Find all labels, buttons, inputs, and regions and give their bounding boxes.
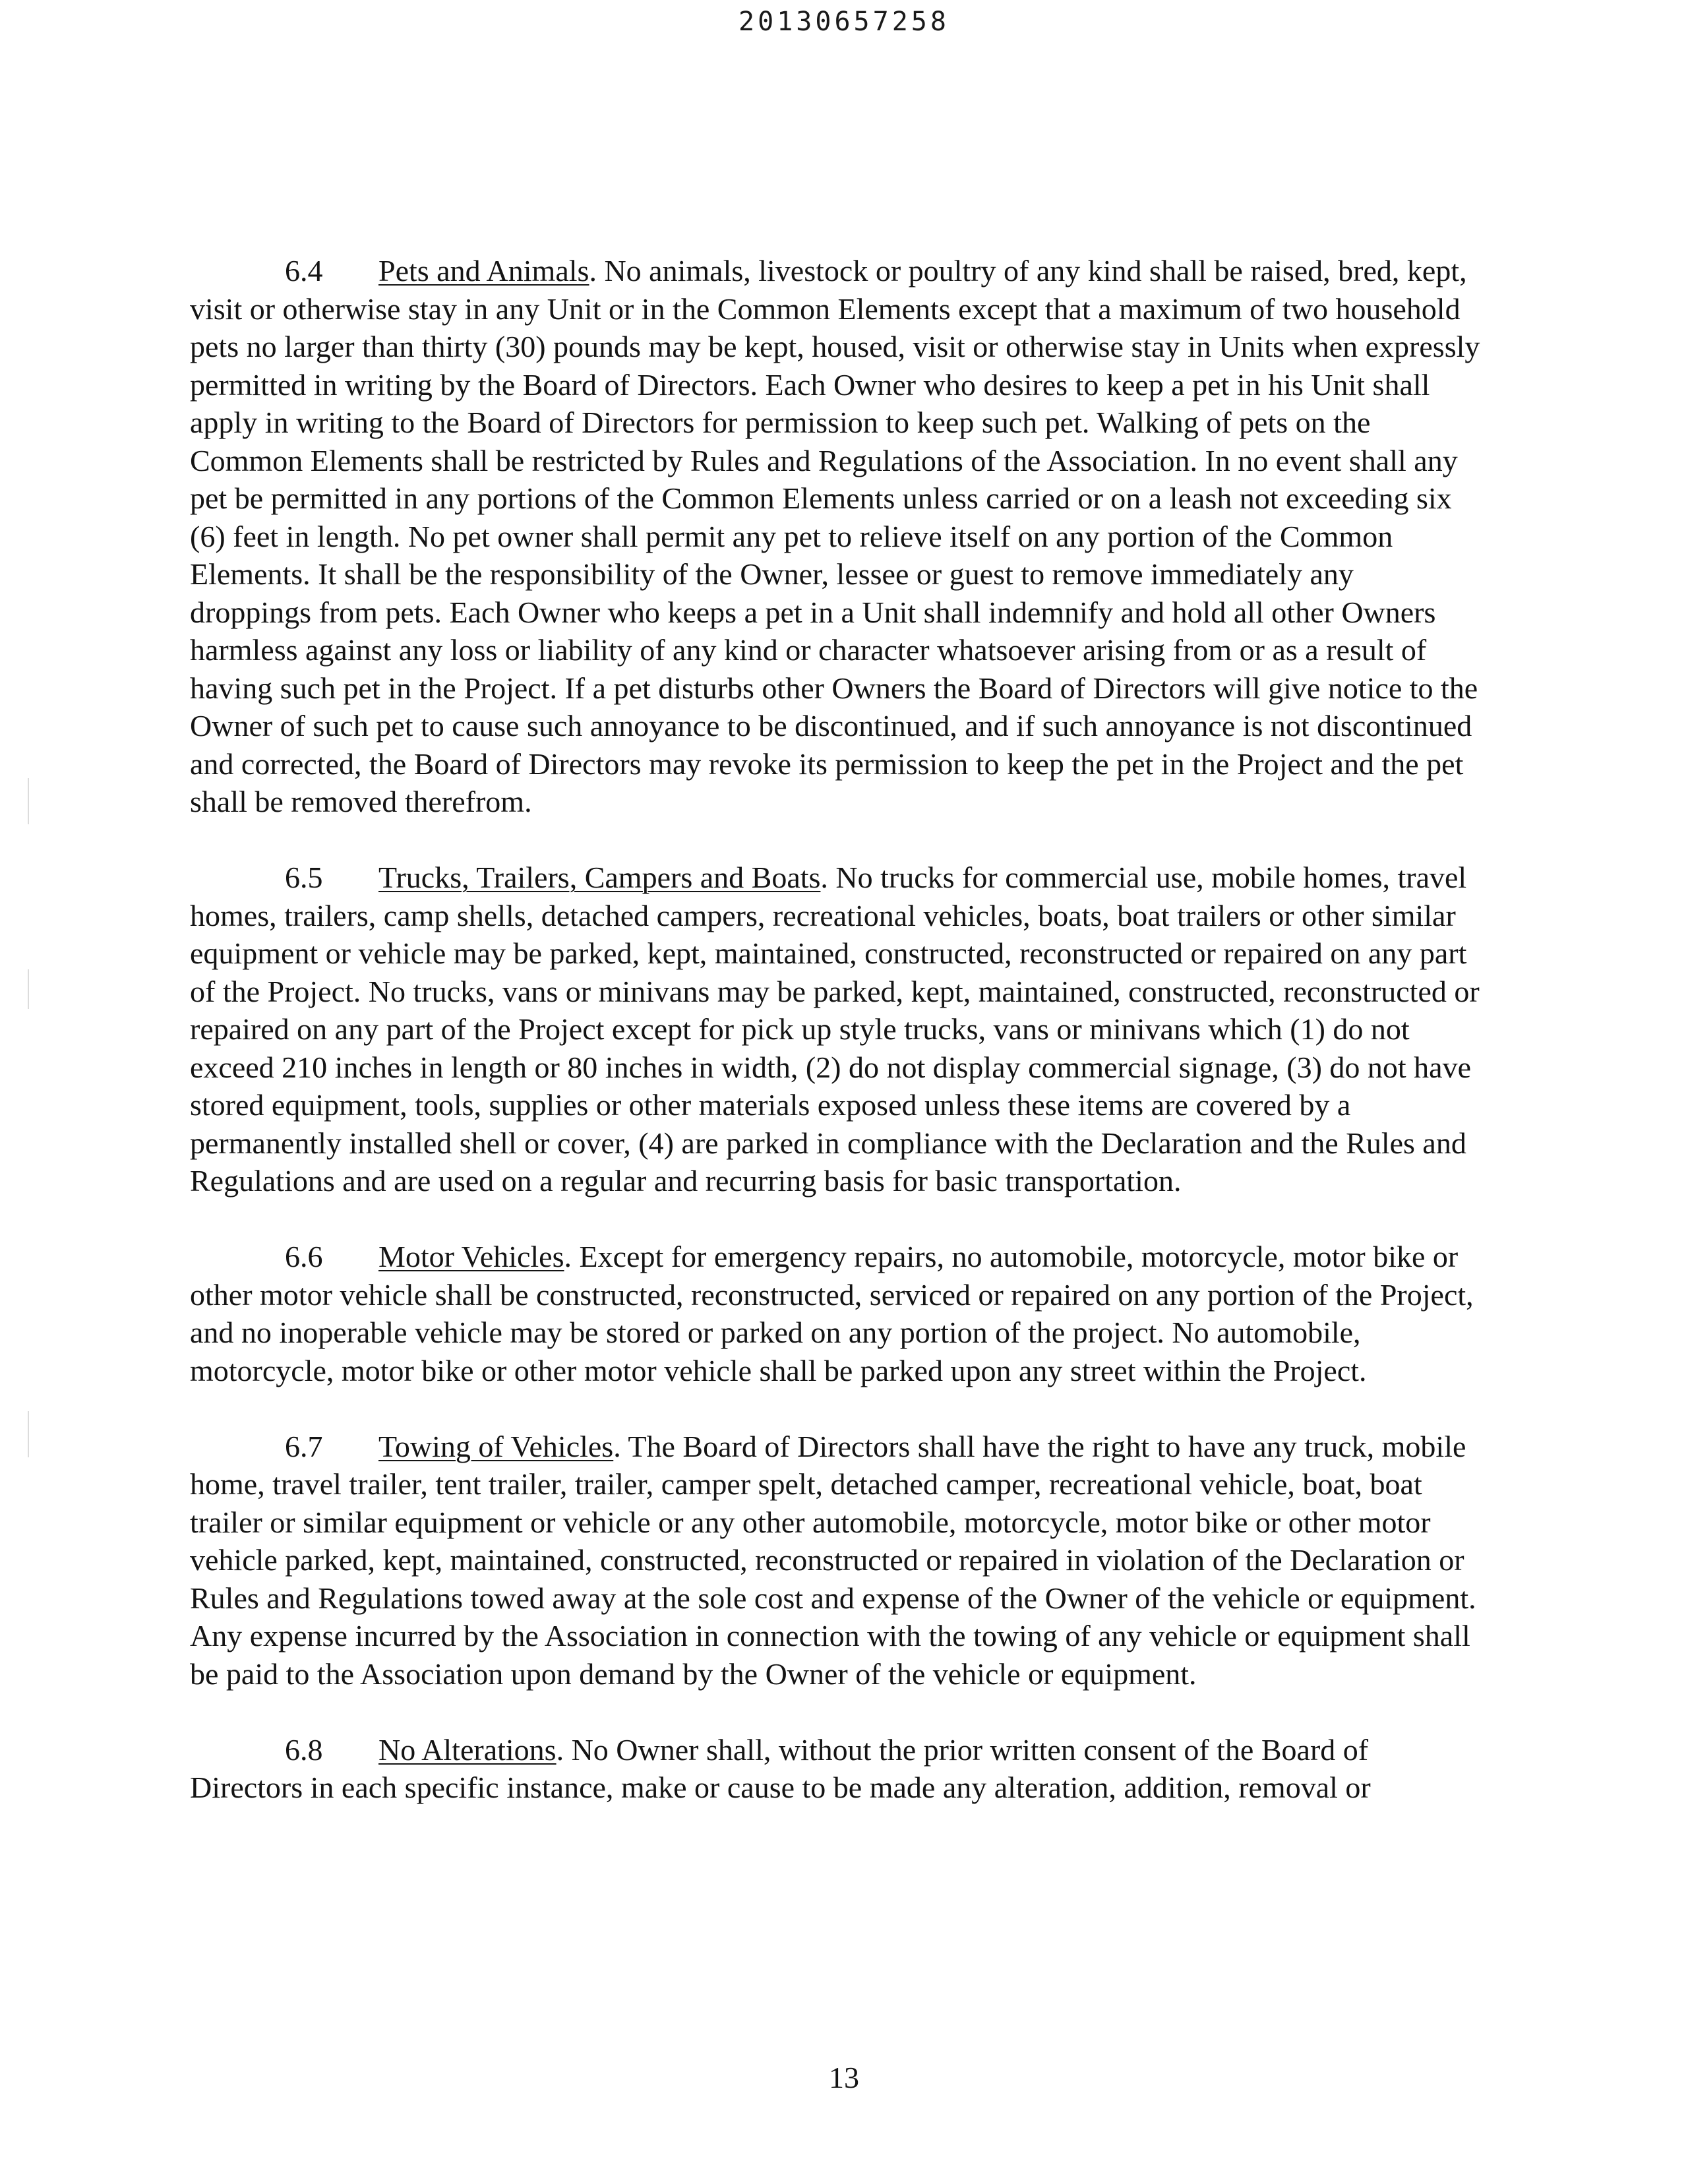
section-number: 6.5 — [285, 861, 323, 894]
scan-artifact-mark — [28, 969, 29, 1009]
section-number: 6.8 — [285, 1732, 323, 1767]
section-title: Towing of Vehicles — [378, 1429, 614, 1463]
scan-artifact-mark — [28, 778, 29, 824]
section-text: . Except for emergency repairs, no automobile, motorcycle, motor bike or other motor vehicle shall be constructed, reconstructed, serviced or repaired on any portion of the Project, and no inoperable vehicle may be stored or parked on any portion of the project. No automobile, motorcycle, motor bike or other motor vehicle shall be parked upon any street within the Project. — [190, 1240, 1474, 1387]
section-number: 6.6 — [285, 1240, 323, 1273]
section-6-6 — [190, 1238, 1482, 1389]
section-6-4 — [190, 252, 1482, 821]
section-6-5 — [190, 859, 1482, 1200]
section-text: . No animals, livestock or poultry of any kind shall be raised, bred, kept, visit or otherwise stay in any Unit or in the Common Elements except that a maximum of two household pets no larger than thirty (30) pounds may be kept, housed, visit or otherwise stay in Units when expressly permitted in writing by the Board of Directors. Each Owner who desires to keep a pet in his Unit shall apply in writing to the Board of Directors for permission to keep such pet. Walking of pets on the Common Elements shall be restricted by Rules and Regulations of the Association. In no event shall any pet be permitted in any portions of the Common Elements unless carried or on a leash not exceeding six (6) feet in length. No pet owner shall permit any pet to relieve itself on any portion of the Common Elements. It shall be the responsibility of the Owner, lessee or guest to remove immediately any droppings from pets. Each Owner who keeps a pet in a Unit shall indemnify and hold all other Owners harmless against any loss or liability of any kind or character whatsoever arising from or as a result of having such pet in the Project. If a pet disturbs other Owners the Board of Directors will give notice to the Owner of such pet to cause such annoyance to be discontinued, and if such annoyance is not discontinued and corrected, the Board of Directors may revoke its permission to keep the pet in the Project and the pet shall be removed therefrom. — [190, 254, 1480, 818]
document-number: 20130657258 — [738, 7, 950, 37]
section-number: 6.4 — [285, 254, 323, 288]
section-title: Trucks, Trailers, Campers and Boats — [378, 861, 821, 894]
section-6-7 — [190, 1428, 1482, 1693]
section-number: 6.7 — [285, 1429, 323, 1463]
section-6-8 — [190, 1731, 1482, 1807]
page-number: 13 — [829, 2061, 859, 2094]
section-text: . No trucks for commercial use, mobile homes, travel homes, trailers, camp shells, detached campers, recreational vehicles, boats, boat trailers or other similar equipment or vehicle may be parked, kept, maintained, constructed, reconstructed or repaired on any part of the Project. No trucks, vans or minivans may be parked, kept, maintained, constructed, reconstructed or repaired on any part of the Project except for pick up style trucks, vans or minivans which (1) do not exceed 210 inches in length or 80 inches in width, (2) do not display commercial signage, (3) do not have stored equipment, tools, supplies or other materials exposed unless these items are covered by a permanently installed shell or cover, (4) are parked in compliance with the Declaration and the Rules and Regulations and are used on a regular and recurring basis for basic transportation. — [190, 861, 1480, 1198]
section-title: No Alterations — [378, 1732, 557, 1767]
document-body — [190, 252, 1482, 1844]
section-text: . No Owner shall, without the prior written consent of the Board of Directors in each specific instance, make or cause to be made any alteration, addition, removal or — [190, 1732, 1371, 1804]
section-text: . The Board of Directors shall have the right to have any truck, mobile home, travel trailer, tent trailer, trailer, camper spelt, detached camper, recreational vehicle, boat, boat trailer or similar equipment or vehicle or any other automobile, motorcycle, motor bike or other motor vehicle parked, kept, maintained, constructed, reconstructed or repaired in violation of the Declaration or Rules and Regulations towed away at the sole cost and expense of the Owner of the vehicle or equipment. Any expense incurred by the Association in connection with the towing of any vehicle or equipment shall be paid to the Association upon demand by the Owner of the vehicle or equipment. — [190, 1429, 1476, 1691]
section-title: Pets and Animals — [378, 254, 589, 288]
scan-artifact-mark — [28, 1411, 29, 1457]
section-title: Motor Vehicles — [378, 1240, 564, 1273]
